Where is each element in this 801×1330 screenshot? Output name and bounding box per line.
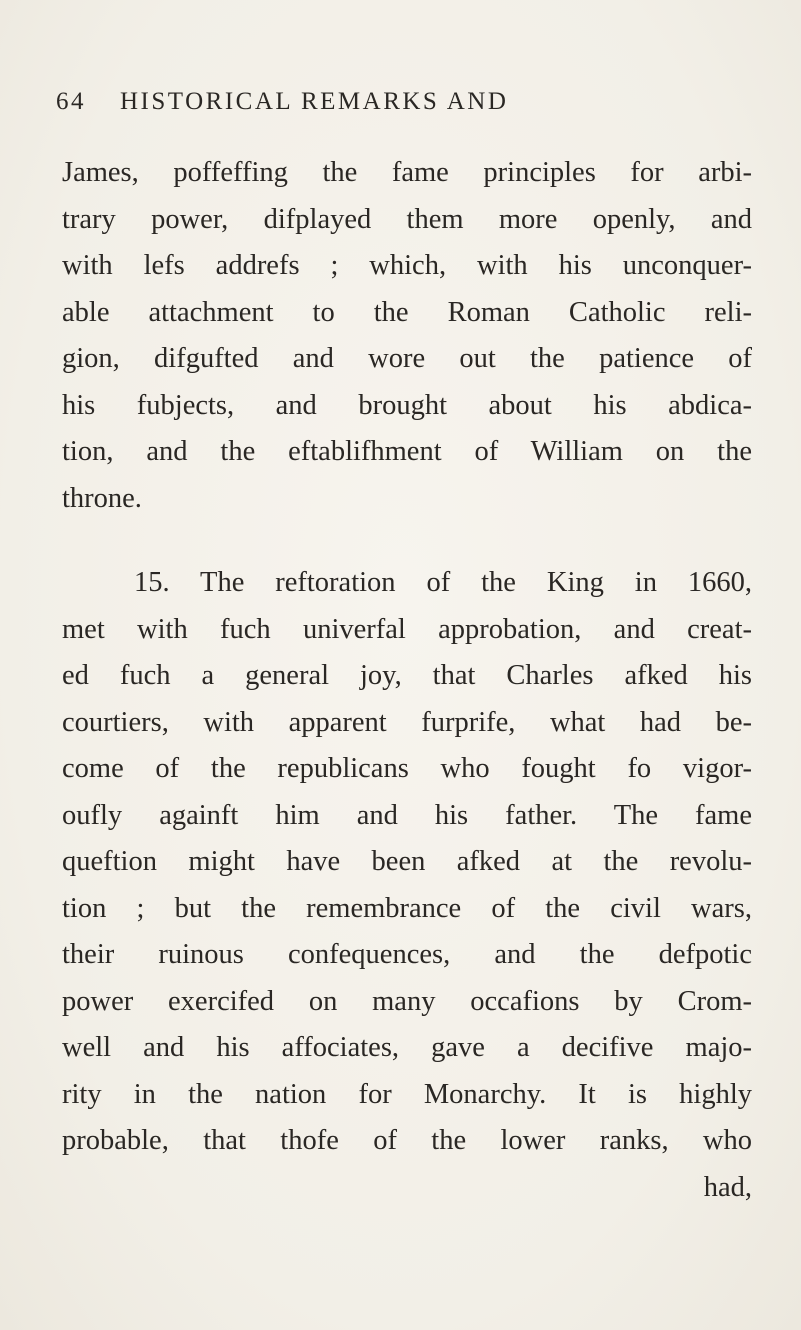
text-line: well and his affociates, gave a decifive majo-	[62, 1032, 752, 1063]
paragraph-gap	[62, 522, 752, 560]
text-line: come of the republicans who fought fo vigor-	[62, 753, 752, 784]
text-line: gion, difgufted and wore out the patience of	[62, 343, 752, 374]
text-line: with lefs addrefs ; which, with his unconquer-	[62, 250, 752, 281]
text-line: able attachment to the Roman Catholic reli-	[62, 296, 752, 328]
text-line: trary power, difplayed them more openly, and	[62, 203, 752, 235]
body-text	[62, 150, 752, 1211]
text-line: met with fuch univerfal approbation, and creat-	[62, 613, 752, 645]
text-line: power exercifed on many occafions by Crom-	[62, 985, 752, 1017]
text-line: throne.	[62, 482, 142, 514]
catchword: had,	[703, 1171, 752, 1203]
text-line: tion ; but the remembrance of the civil wars,	[62, 892, 752, 924]
text-line: ed fuch a general joy, that Charles afked his	[62, 660, 752, 691]
text-line: oufly againft him and his father. The fame	[62, 799, 752, 831]
text-line: their ruinous confequences, and the defpotic	[62, 939, 752, 970]
text-line: James, poffeffing the fame principles for arbi-	[62, 157, 752, 188]
text-line: courtiers, with apparent furprife, what had be-	[62, 706, 752, 738]
paragraph-2	[62, 560, 752, 1211]
paragraph-1	[62, 150, 752, 522]
text-line: queftion might have been afked at the revolu-	[62, 846, 752, 877]
text-line: rity in the nation for Monarchy. It is highly	[62, 1078, 752, 1110]
text-line: his fubjects, and brought about his abdica-	[62, 389, 752, 421]
text-line: 15. The reftoration of the King in 1660,	[134, 567, 752, 598]
page-number: 64	[56, 88, 86, 115]
text-line: tion, and the eftablifhment of William on the	[62, 436, 752, 467]
text-line: probable, that thofe of the lower ranks, who	[62, 1125, 752, 1156]
running-head	[56, 88, 776, 128]
running-title: HISTORICAL REMARKS AND	[120, 88, 509, 115]
